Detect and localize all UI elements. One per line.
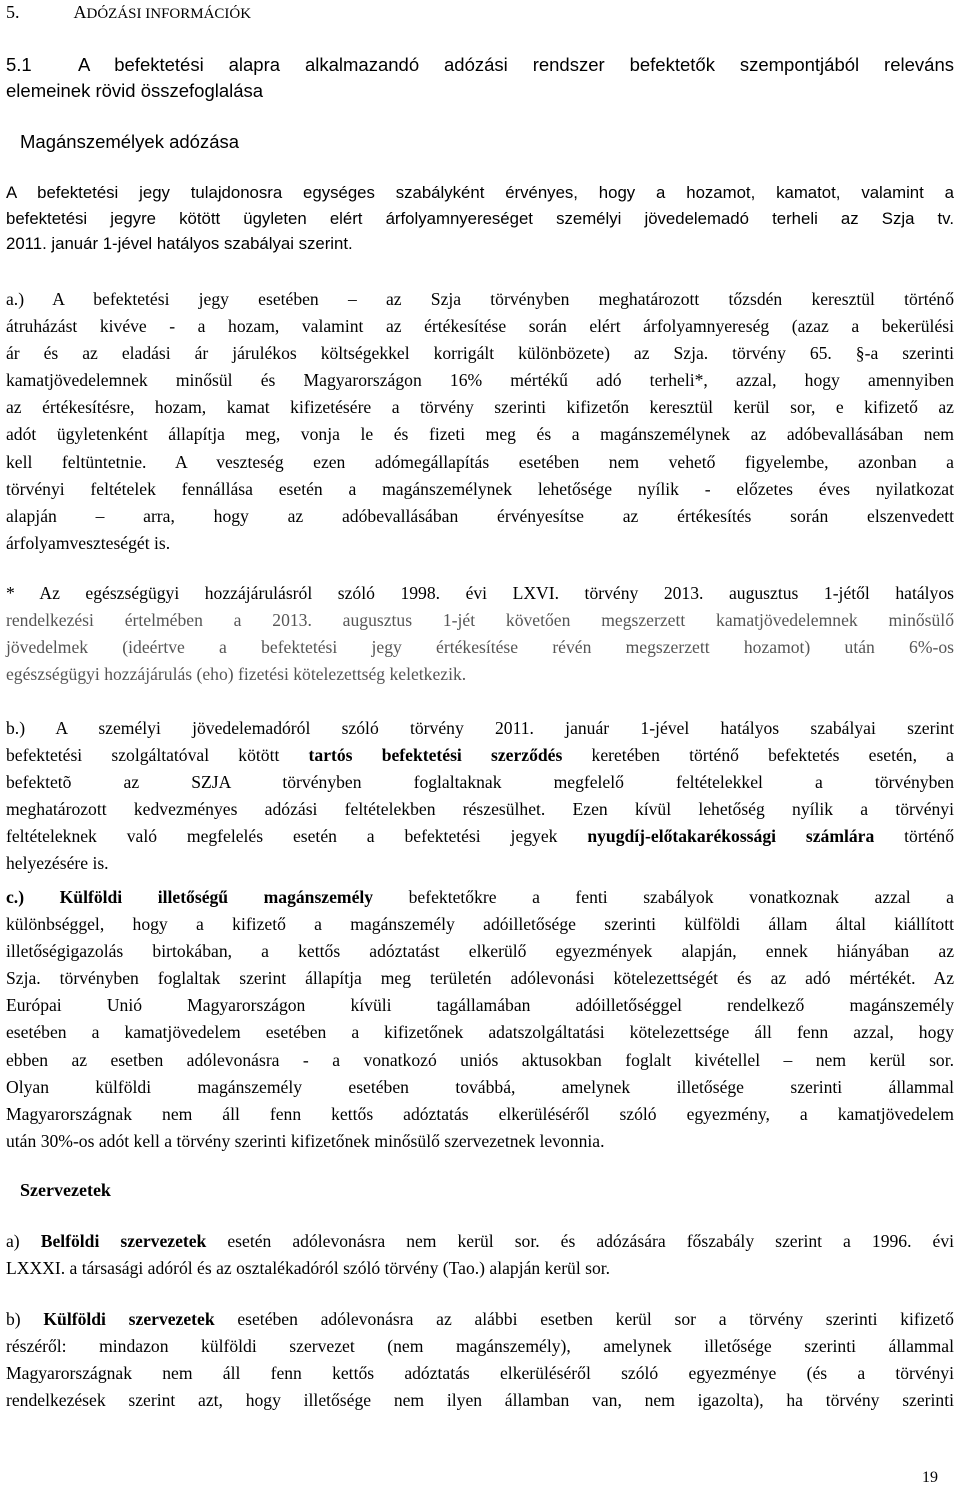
paragraph-line: alapján – arra, hogy az adóbevallásában érvényesítse az értékesítés során elszenvedett — [6, 505, 954, 526]
paragraph-line: ár és az eladási ár járulékos költségekkel korrigált különbözete) az Szja. törvény 65. §-a szerinti — [6, 343, 954, 364]
footnote-line: egészségügyi hozzájárulás (eho) fizetési kötelezettség keletkezik. — [6, 664, 467, 685]
subsection-number: 5.1 — [6, 54, 32, 75]
paragraph-line: rendelkezések szerint azt, hogy illetősége nem ilyen államban van, nem igazolta), ha törvény szerinti — [6, 1390, 954, 1411]
paragraph-line: Magyarországnak nem áll fenn kettős adóztatás elkerüléséről szóló egyezménye (és a törvényi — [6, 1363, 954, 1384]
subsection-heading-5-1 — [6, 52, 954, 104]
paragraph-line: b) Külföldi szervezetek esetében adólevonásra az alábbi esetben kerül sor a törvény szerinti kifizető — [6, 1309, 954, 1329]
paragraph-line: az értékesítésre, hozam, kamat kifizetésére a törvény szerinti kifizetőn keresztül kerül sor, e kifizető az — [6, 397, 954, 418]
subsection-title-line1: A befektetési alapra alkalmazandó adózási rendszer befektetők szempontjából releváns — [78, 54, 954, 75]
intro-line: 2011. január 1-jével hatályos szabályai szerint. — [6, 234, 353, 253]
bold-term-domestic-org: Belföldi szervezetek — [40, 1231, 207, 1251]
paragraph-line: a.) A befektetési jegy esetében – az Szja törvényben meghatározott tőzsdén keresztül történő — [6, 289, 954, 309]
paragraph-line: különbséggel, hogy a kifizető a magánszemély adóilletősége szerinti külföldi állam által kiállított — [6, 914, 954, 935]
intro-line: befektetési jegyre kötött ügyleten elért árfolyamnyereséget személyi jövedelemadó terheli az Szja tv. — [6, 208, 954, 228]
paragraph-line: b.) A személyi jövedelemadóról szóló törvény 2011. január 1-jével hatályos szabályai szerint — [6, 718, 954, 738]
paragraph-c — [6, 884, 954, 1155]
subsection-title-line2: elemeinek rövid összefoglalása — [6, 80, 264, 101]
bold-term-foreign-individual: c.) Külföldi illetőségű magánszemély — [6, 887, 374, 907]
paragraph-line: illetőségigazolás birtokában, a kettős adóztatást elkerülő egyezmények alapján, ennek hiányában az — [6, 941, 954, 962]
intro-paragraph — [6, 180, 954, 257]
footnote-line: * Az egészségügyi hozzájárulásról szóló 1998. évi LXVI. törvény 2013. augusztus 1-jétől hatályos — [6, 583, 954, 603]
subheading-organizations: Szervezetek — [20, 1180, 111, 1200]
paragraph-line: adót ügyletenként állapítja meg, vonja le és fizeti meg és a magánszemélynek az adóbevallásában nem — [6, 424, 954, 445]
paragraph-line: átruházást kivéve - a hozam, valamint az értékesítése során elért árfolyamnyereség (azaz a bekerülési — [6, 316, 954, 337]
paragraph-org-a — [6, 1228, 954, 1282]
paragraph-line: kamatjövedelemnek minősül és Magyarországon 16% mértékű adó terheli*, azzal, hogy amennyiben — [6, 370, 954, 391]
paragraph-line: törvényi feltételek fennállása esetén a magánszemélynek lehetősége nyílik - előzetes éves nyilatkozat — [6, 478, 954, 499]
footnote-eho — [6, 580, 954, 688]
footnote-line: rendelkezési értelmében a 2013. augusztus 1-jét követően megszerzett kamatjövedelemnek minősülő — [6, 610, 954, 631]
section-heading-5 — [6, 0, 251, 26]
paragraph-line: árfolyamveszteségét is. — [6, 532, 171, 553]
paragraph-line: Magyarországnak nem áll fenn kettős adóztatás elkerüléséről szóló egyezmény, a kamatjövedelem — [6, 1103, 954, 1124]
paragraph-b — [6, 715, 954, 878]
paragraph-line: feltételeknek való megfelelés esetén a befektetési jegyek nyugdíj-előtakarékossági számlára történő — [6, 826, 954, 847]
bold-term-foreign-org: Külföldi szervezetek — [43, 1309, 215, 1329]
paragraph-line: Szja. törvényben foglaltak szerint állapítja meg területén adólevonási kötelezettségét és az adó mértékét. Az — [6, 968, 954, 989]
paragraph-org-b — [6, 1306, 954, 1414]
paragraph-line: c.) Külföldi illetőségű magánszemély befektetőkre a fenti szabályok vonatkoznak azzal a — [6, 887, 954, 907]
bold-term-tbsz: tartós befektetési szerződés — [308, 745, 563, 766]
intro-line: A befektetési jegy tulajdonosra egységes szabályként érvényes, hogy a hozamot, kamatot, valamint a — [6, 183, 954, 202]
paragraph-line: befektetési szolgáltatóval kötött tartós befektetési szerződés keretében történő befektetés esetén, a — [6, 745, 954, 766]
section-title-first: A — [73, 2, 87, 22]
bold-term-nyesz: nyugdíj-előtakarékossági számlára — [587, 826, 875, 847]
footnote-line: jövedelmek (ideértve a befektetési jegy értékesítése révén megszerzett hozamot) után 6%-os — [6, 637, 954, 658]
paragraph-line: Olyan külföldi magánszemély esetében továbbá, amelynek illetősége szerinti állammal — [6, 1076, 954, 1097]
section-title-rest: DÓZÁSI INFORMÁCIÓK — [86, 6, 252, 22]
paragraph-line: meghatározott kedvezményes adózási feltételekben részesülhet. Ezen kívül lehetőség nyílik a törvényi — [6, 799, 954, 820]
paragraph-line: kell feltüntetnie. A veszteség ezen adómegállapítás esetében nem vehető figyelembe, azonban a — [6, 451, 954, 472]
paragraph-a — [6, 286, 954, 557]
paragraph-line: Európai Unió Magyarországon kívüli tagállamában adóilletőséggel rendelkező magánszemély — [6, 995, 954, 1016]
paragraph-line: esetében a kamatjövedelem esetében a kifizetőnek adatszolgáltatási kötelezettsége áll fenn azzal, hogy — [6, 1022, 954, 1043]
paragraph-line: ebben az esetben adólevonásra - a vonatkozó uniós aktusokban foglalt kivétellel – nem kerül sor. — [6, 1049, 954, 1070]
paragraph-line: LXXXI. a társasági adóról és az osztalékadóról szóló törvény (Tao.) alapján kerül sor. — [6, 1258, 611, 1279]
paragraph-line: helyezésére is. — [6, 853, 109, 874]
paragraph-line: a) Belföldi szervezetek esetén adólevonásra nem kerül sor. és adózására főszabály szerint a 1996. évi — [6, 1231, 955, 1251]
page-number: 19 — [922, 1469, 938, 1486]
paragraph-line: befektetõ az SZJA törvényben foglaltaknak megfelelő feltételekkel a törvényben — [6, 772, 954, 793]
section-number: 5. — [6, 2, 20, 22]
subheading-individuals: Magánszemélyek adózása — [20, 131, 240, 152]
paragraph-line: részéről: mindazon külföldi szervezet (nem magánszemély), amelynek illetősége szerinti állammal — [6, 1336, 954, 1357]
paragraph-line: után 30%-os adót kell a törvény szerinti kifizetőnek minősülő szervezetnek levonnia. — [6, 1130, 605, 1151]
